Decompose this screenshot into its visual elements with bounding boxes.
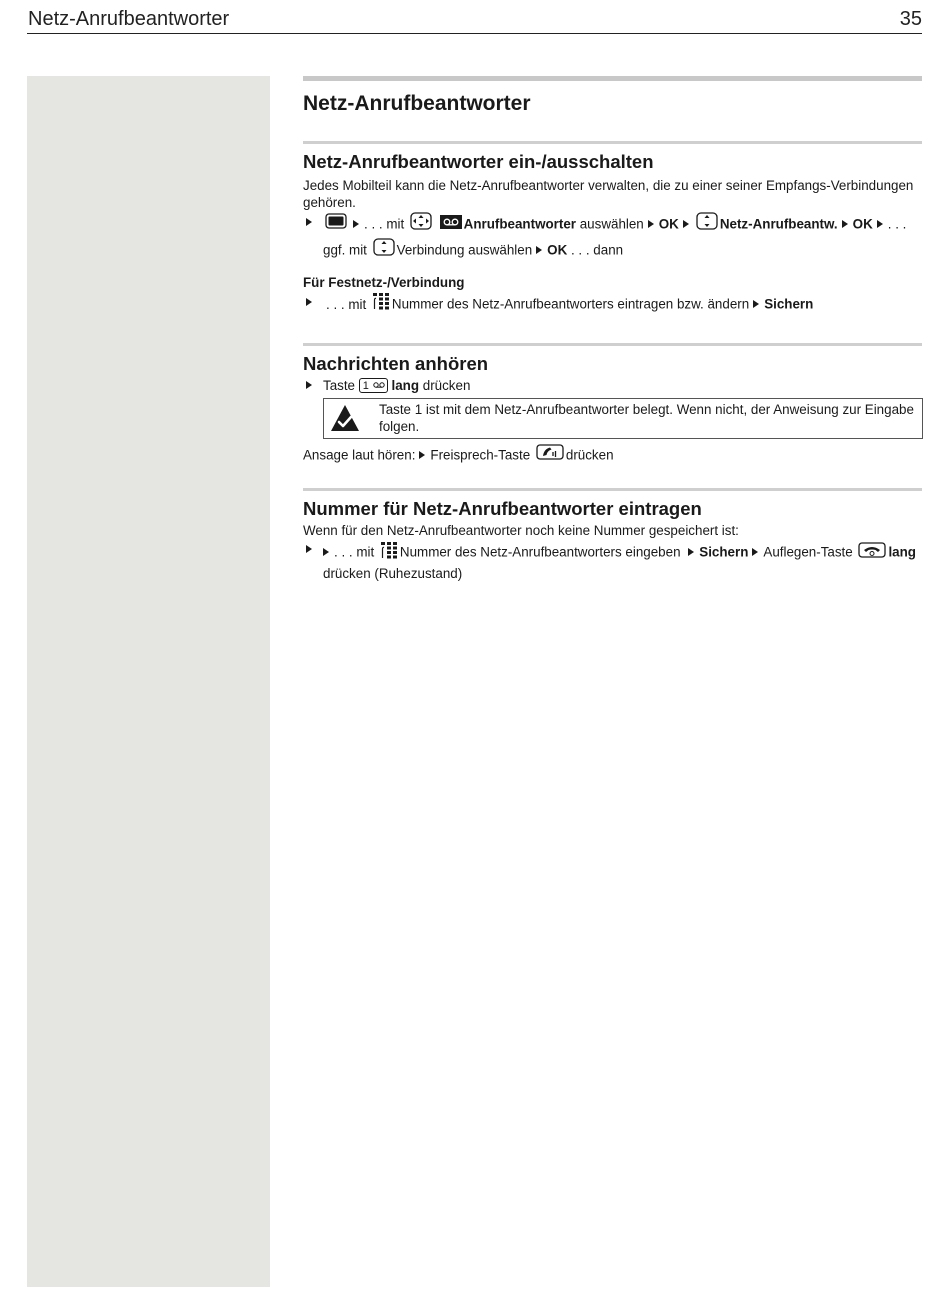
ok-label: OK bbox=[547, 242, 568, 258]
save-label: Sichern bbox=[699, 544, 749, 560]
nav-key-icon bbox=[410, 212, 432, 236]
section-title: Nachrichten anhören bbox=[303, 353, 489, 374]
step-text: Verbindung auswählen bbox=[396, 242, 533, 258]
keypad-icon bbox=[380, 541, 398, 563]
step-bullet-icon bbox=[306, 298, 312, 306]
step-text: auswählen bbox=[579, 216, 644, 232]
step-text: . . . mit bbox=[334, 544, 375, 560]
step-text: . . . mit bbox=[326, 296, 367, 312]
section-divider bbox=[303, 488, 922, 491]
step-text: Taste bbox=[323, 378, 356, 393]
instruction-step bbox=[303, 375, 922, 396]
emphasis-text: lang bbox=[888, 544, 916, 560]
arrow-icon bbox=[688, 548, 694, 556]
ok-label: OK bbox=[658, 216, 679, 232]
step-bullet-icon bbox=[306, 545, 312, 553]
chapter-rule bbox=[303, 76, 922, 81]
end-call-key-icon bbox=[858, 542, 886, 562]
arrow-icon bbox=[536, 246, 542, 254]
subheading: Für Festnetz-/Verbindung bbox=[303, 275, 465, 290]
arrow-icon bbox=[877, 220, 883, 228]
step-text: Auflegen-Taste bbox=[763, 544, 853, 560]
sidebar-panel bbox=[27, 76, 270, 1287]
step-text: drücken bbox=[565, 447, 614, 463]
step-bullet-icon bbox=[306, 381, 312, 389]
running-title: Netz-Anrufbeantworter bbox=[28, 8, 230, 30]
arrow-icon bbox=[683, 220, 689, 228]
step-text: drücken bbox=[422, 378, 471, 393]
control-key-updown-icon bbox=[696, 212, 718, 236]
key-1-voicemail-icon: 1 bbox=[359, 378, 388, 393]
instruction-step bbox=[303, 540, 922, 582]
arrow-icon bbox=[752, 548, 758, 556]
step-text: . . . bbox=[887, 216, 907, 232]
section-title: Nummer für Netz-Anrufbeantworter eintragen bbox=[303, 498, 702, 519]
instruction-step bbox=[303, 292, 922, 318]
checkmark-warning-icon bbox=[330, 404, 360, 436]
step-text: . . . dann bbox=[570, 242, 624, 258]
step-text: Freisprech-Taste bbox=[430, 447, 531, 463]
emphasis-text: lang bbox=[391, 378, 420, 393]
ok-label: OK bbox=[852, 216, 873, 232]
main-content bbox=[303, 76, 922, 582]
step-text: Nummer des Netz-Anrufbeantworters eintragen bzw. ändern bbox=[391, 296, 750, 312]
step-bullet-icon bbox=[306, 218, 312, 226]
instruction-step bbox=[303, 212, 922, 264]
control-key-updown-icon bbox=[373, 238, 395, 262]
note-text: Taste 1 ist mit dem Netz-Anrufbeantworter belegt. Wenn nicht, der Anweisung zur Eingabe folgen. bbox=[379, 402, 914, 434]
arrow-icon bbox=[753, 300, 759, 308]
arrow-icon bbox=[648, 220, 654, 228]
section-divider bbox=[303, 343, 922, 346]
arrow-icon bbox=[419, 451, 425, 459]
arrow-icon bbox=[842, 220, 848, 228]
step-text: Nummer des Netz-Anrufbeantworters eingeben bbox=[399, 544, 681, 560]
save-label: Sichern bbox=[764, 296, 814, 312]
arrow-icon bbox=[353, 220, 359, 228]
section-intro: Jedes Mobilteil kann die Netz-Anrufbeantworter verwalten, die zu einer seiner Empfangs-Verbindungen gehören. bbox=[303, 178, 914, 210]
section-title: Netz-Anrufbeantworter ein-/ausschalten bbox=[303, 151, 654, 172]
section-divider bbox=[303, 141, 922, 144]
page-header bbox=[27, 6, 922, 34]
menu-key-icon bbox=[325, 213, 347, 235]
speaker-line bbox=[303, 444, 922, 468]
voicemail-icon bbox=[440, 214, 462, 235]
page-number: 35 bbox=[899, 8, 922, 30]
step-text: ggf. mit bbox=[323, 242, 367, 258]
keypad-icon bbox=[372, 292, 390, 316]
step-text: Ansage laut hören: bbox=[303, 447, 416, 463]
arrow-icon bbox=[323, 548, 329, 556]
speaker-key-icon bbox=[536, 444, 564, 466]
step-text: drücken (Ruhezustand) bbox=[323, 566, 463, 581]
menu-item-label: Anrufbeantworter bbox=[463, 216, 576, 232]
section-intro: Wenn für den Netz-Anrufbeantworter noch keine Nummer gespeichert ist: bbox=[303, 523, 739, 538]
submenu-label: Netz-Anrufbeantw. bbox=[719, 216, 838, 232]
chapter-title: Netz-Anrufbeantworter bbox=[303, 92, 531, 115]
step-text: . . . mit bbox=[364, 216, 405, 232]
note-box bbox=[323, 398, 923, 439]
